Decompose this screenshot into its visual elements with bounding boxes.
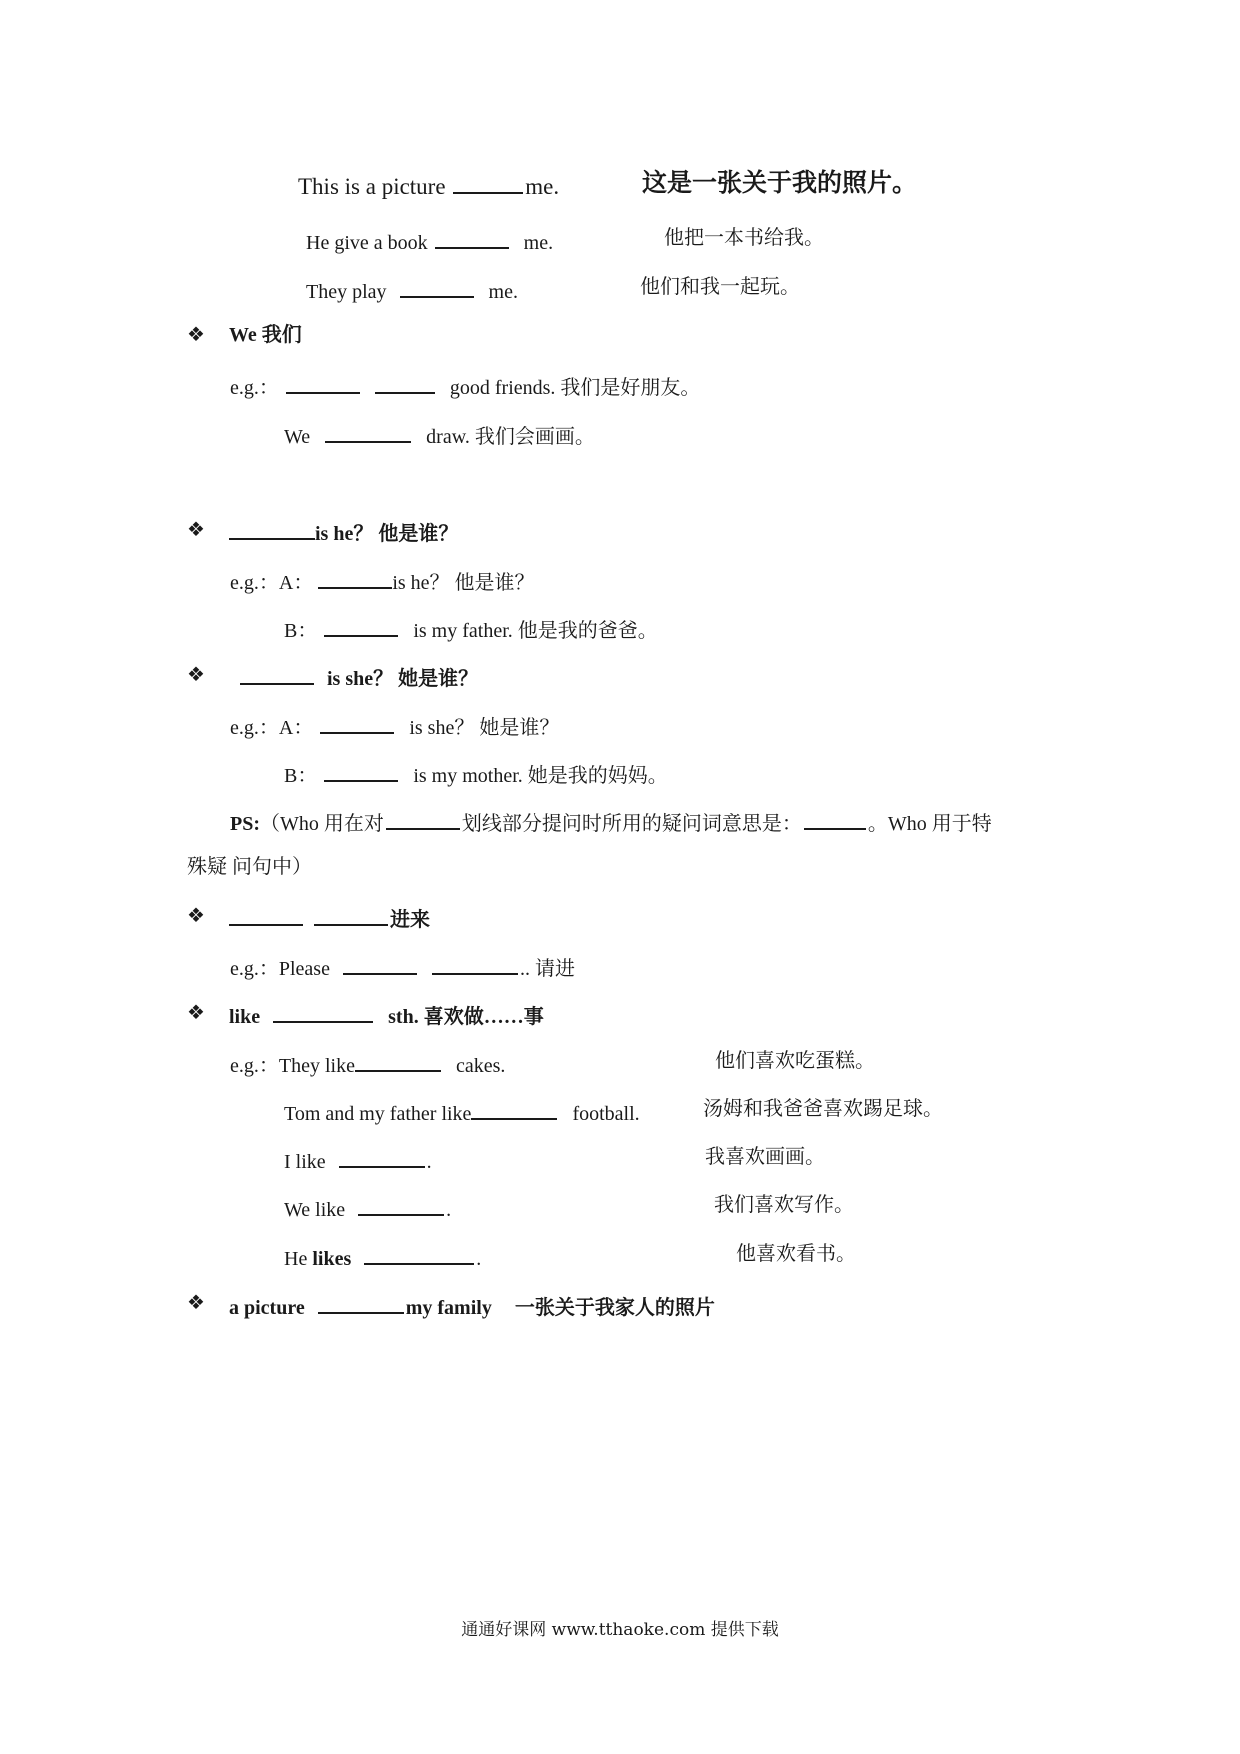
bullet-icon: ❖ bbox=[187, 517, 205, 541]
we-eg-1 bbox=[230, 374, 700, 398]
family-b: my family bbox=[405, 1297, 492, 1319]
we-eg-2-b: draw. 我们会画画。 bbox=[426, 426, 595, 448]
like-title-a: like bbox=[229, 1006, 261, 1028]
ps-a: （Who 用在对 bbox=[260, 813, 384, 835]
blank[interactable] bbox=[358, 1196, 444, 1216]
who-she-eg-a bbox=[230, 714, 559, 738]
line-3-en-b: me. bbox=[488, 281, 518, 303]
like-eg-5 bbox=[284, 1245, 481, 1269]
who-she-title bbox=[240, 665, 478, 689]
like-eg-2-a: Tom and my father like bbox=[284, 1103, 472, 1125]
like-eg-5-cn: 他喜欢看书。 bbox=[736, 1241, 856, 1265]
like-eg-3 bbox=[284, 1148, 432, 1172]
who-he-b-text: is my father. 他是我的爸爸。 bbox=[413, 620, 658, 642]
blank[interactable] bbox=[364, 1245, 474, 1265]
blank[interactable] bbox=[400, 278, 474, 298]
like-eg-3-b: . bbox=[426, 1151, 432, 1173]
eg-label: e.g.：A： bbox=[230, 717, 314, 739]
like-eg-4 bbox=[284, 1196, 451, 1220]
like-eg-5-a1: He bbox=[284, 1248, 313, 1270]
blank[interactable] bbox=[314, 906, 388, 926]
line-1-en-a: This is a picture bbox=[298, 174, 446, 199]
footer: 通通好课网 www.tthaoke.com 提供下载 bbox=[461, 1620, 779, 1640]
like-eg-1-b: cakes. bbox=[455, 1055, 506, 1077]
blank[interactable] bbox=[229, 520, 315, 540]
blank[interactable] bbox=[318, 1294, 404, 1314]
line-1-en-b: me. bbox=[525, 174, 560, 199]
like-eg-2 bbox=[284, 1100, 640, 1124]
bullet-icon: ❖ bbox=[187, 662, 205, 686]
blank[interactable] bbox=[318, 569, 392, 589]
bullet-icon: ❖ bbox=[187, 322, 205, 346]
come-in-eg bbox=[230, 955, 575, 979]
who-he-title bbox=[229, 520, 458, 544]
line-2-en-b: me. bbox=[523, 232, 554, 254]
line-1 bbox=[298, 174, 559, 198]
like-eg-3-a: I like bbox=[284, 1151, 326, 1173]
ps-line-1 bbox=[230, 810, 992, 834]
like-eg-5-b: . bbox=[476, 1248, 482, 1270]
who-she-eg-b bbox=[284, 762, 668, 786]
ps-c: 。Who 用于特 bbox=[867, 813, 992, 835]
line-3-cn: 他们和我一起玩。 bbox=[640, 274, 800, 298]
who-he-eg-a bbox=[230, 569, 535, 593]
eg-label: e.g.：Please bbox=[230, 958, 330, 980]
like-eg-3-cn: 我喜欢画画。 bbox=[705, 1144, 825, 1168]
blank[interactable] bbox=[343, 955, 417, 975]
blank[interactable] bbox=[355, 1052, 441, 1072]
we-eg-1-text: good friends. 我们是好朋友。 bbox=[449, 377, 701, 399]
like-eg-2-b: football. bbox=[572, 1103, 640, 1125]
line-2 bbox=[306, 229, 553, 253]
like-eg-5-a2: likes bbox=[312, 1248, 352, 1270]
ps-line-2: 殊疑 问句中） bbox=[187, 856, 312, 878]
family-cn: 一张关于我家人的照片 bbox=[514, 1297, 715, 1319]
blank[interactable] bbox=[240, 665, 314, 685]
who-he-eg-b bbox=[284, 617, 658, 641]
like-eg-4-cn: 我们喜欢写作。 bbox=[714, 1192, 854, 1216]
come-in-eg-end: .. 请进 bbox=[519, 958, 575, 980]
bullet-icon: ❖ bbox=[187, 903, 205, 927]
line-3-en-a: They play bbox=[306, 281, 387, 303]
bullet-icon: ❖ bbox=[187, 1000, 205, 1024]
like-eg-1-cn: 他们喜欢吃蛋糕。 bbox=[715, 1048, 875, 1072]
blank[interactable] bbox=[386, 810, 460, 830]
blank[interactable] bbox=[286, 374, 360, 394]
eg-label: e.g.： bbox=[230, 377, 279, 399]
come-in-title bbox=[229, 906, 430, 930]
family-a: a picture bbox=[229, 1297, 305, 1319]
blank[interactable] bbox=[471, 1100, 557, 1120]
like-eg-1 bbox=[230, 1052, 505, 1076]
blank[interactable] bbox=[229, 906, 303, 926]
blank[interactable] bbox=[324, 617, 398, 637]
like-eg-label: e.g.：They like bbox=[230, 1055, 355, 1077]
line-2-cn: 他把一本书给我。 bbox=[664, 225, 824, 249]
line-1-cn: 这是一张关于我的照片。 bbox=[642, 168, 918, 197]
ps-label: PS: bbox=[230, 813, 260, 835]
come-in-title-text: 进来 bbox=[390, 909, 430, 931]
ps-b: 划线部分提问时所用的疑问词意思是： bbox=[461, 813, 802, 835]
like-title-b: sth. 喜欢做……事 bbox=[388, 1006, 544, 1028]
like-eg-2-cn: 汤姆和我爸爸喜欢踢足球。 bbox=[703, 1096, 943, 1120]
blank[interactable] bbox=[273, 1003, 373, 1023]
blank[interactable] bbox=[325, 423, 411, 443]
blank[interactable] bbox=[453, 174, 523, 194]
who-he-title-text: is he？ 他是谁？ bbox=[315, 523, 459, 545]
who-she-b-text: is my mother. 她是我的妈妈。 bbox=[413, 765, 668, 787]
blank[interactable] bbox=[432, 955, 518, 975]
blank[interactable] bbox=[435, 229, 509, 249]
eg-label: e.g.：A： bbox=[230, 572, 314, 594]
who-she-eg-a-text: is she？ 她是谁？ bbox=[409, 717, 560, 739]
who-he-eg-a-text: is he？ 他是谁？ bbox=[392, 572, 535, 594]
blank[interactable] bbox=[375, 374, 435, 394]
bullet-icon: ❖ bbox=[187, 1290, 205, 1314]
blank[interactable] bbox=[804, 810, 866, 830]
we-eg-2-a: We bbox=[284, 426, 311, 448]
b-label: B： bbox=[284, 765, 318, 787]
blank[interactable] bbox=[324, 762, 398, 782]
like-eg-4-a: We like bbox=[284, 1199, 346, 1221]
like-title bbox=[229, 1003, 544, 1027]
family-line bbox=[229, 1294, 715, 1318]
we-eg-2 bbox=[284, 423, 595, 447]
blank[interactable] bbox=[320, 714, 394, 734]
who-she-title-text: is she？ 她是谁？ bbox=[327, 668, 479, 690]
blank[interactable] bbox=[339, 1148, 425, 1168]
we-title: We 我们 bbox=[229, 324, 302, 346]
like-eg-4-b: . bbox=[446, 1199, 452, 1221]
b-label: B： bbox=[284, 620, 318, 642]
line-3 bbox=[306, 278, 518, 302]
line-2-en-a: He give a book bbox=[306, 232, 428, 254]
